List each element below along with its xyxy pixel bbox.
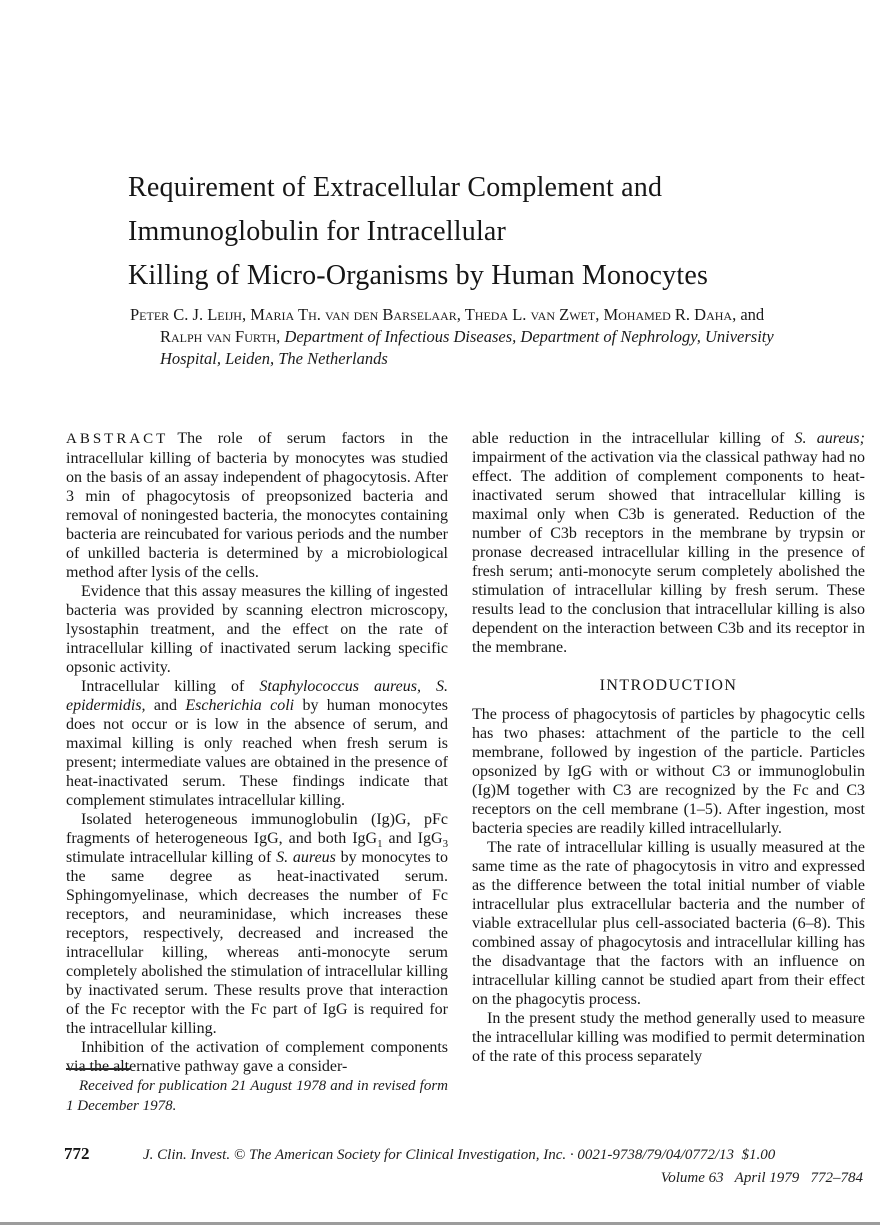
page-scan-edge xyxy=(0,1222,880,1225)
volume-issue-line: Volume 63 April 1979 772–784 xyxy=(660,1170,863,1186)
article-title xyxy=(128,166,708,298)
received-footnote-text: Received for publication 21 August 1978 and in revised form 1 December 1978. xyxy=(66,1078,448,1114)
abstract-paragraph-3: Intracellular killing of Staphylococcus aureus, S. epidermidis, and Escherichia coli by human monocytes does not occur or is low in the absence of serum, and maximal killing is only reached when fresh serum is present; intermediate values are obtained in the presence of heat-inactivated serum. These findings indicate that complement stimulates intracellular killing. xyxy=(66,678,449,809)
page-number: 772 xyxy=(64,1144,90,1163)
abstract-paragraph-1-text: The role of serum factors in the intracellular killing of bacteria by monocytes was studied on the basis of an assay independent of phagocytosis. After 3 min of phagocytosis of preopsonized bacteria and removal of noningested bacteria, the monocytes containing bacteria are reincubated for various periods and the number of unkilled bacteria is determined by a microbiological method after lysis of the cells. xyxy=(66,430,448,581)
right-column xyxy=(472,429,865,1066)
received-footnote xyxy=(66,1068,448,1116)
introduction-paragraph-1: The process of phagocytosis of particles by phagocytic cells has two phases: attachment of the particle to the cell membrane, followed by ingestion of the particle. Particles opsonized by IgG with or without C3 or immunoglobulin (Ig)M together with C3 are recognized by the Fc and C3 receptors on the cell membrane (1–5). After ingestion, most bacteria species are readily killed intracellularly. xyxy=(472,706,865,837)
author-affiliation-block: Peter C. J. Leijh, Maria Th. van den Barselaar, Theda L. van Zwet, Mohamed R. Daha, and Ralph van Furth, Department of Infectious Diseases, Department of Nephrology, University Hospital, Leiden, The Netherlands xyxy=(130,305,774,368)
introduction-paragraph-2: The rate of intracellular killing is usually measured at the same time as the rate of phagocytosis in vitro and expressed as the difference between the total initial number of viable intracellular plus extracellular bacteria and the number of viable extracellular plus cell-associated bacteria (6–8). This combined assay of phagocytosis and intracellular killing has the disadvantage that the factors with an influence on intracellular killing cannot be studied apart from their effect on the phagocytis process. xyxy=(472,839,865,1008)
footnote-rule xyxy=(66,1068,130,1070)
abstract-paragraph-2: Evidence that this assay measures the killing of ingested bacteria was provided by scanning electron microscopy, lysostaphin treatment, and the effect on the rate of intracellular killing of inactivated serum lacking specific opsonic activity. xyxy=(66,583,448,676)
introduction-paragraph-3: In the present study the method generally used to measure the intracellular killing was modified to permit determination of the rate of this process separately xyxy=(472,1010,865,1065)
abstract-paragraph-1 xyxy=(66,429,448,582)
left-column xyxy=(66,429,448,1076)
introduction-heading: INTRODUCTION xyxy=(599,677,738,694)
article-title-line-2: Immunoglobulin for Intracellular xyxy=(128,216,507,247)
abstract-continuation-paragraph: able reduction in the intracellular killing of S. aureus; impairment of the activation via the classical pathway had no effect. The addition of complement components to heat-inactivated serum showed that intracellular killing is maximal only when C3b is generated. Reduction of the number of C3b receptors in the membrane by trypsin or pronase decreased intracellular killing in the presence of fresh serum; anti-monocyte serum completely abolished the stimulation of intracellular killing by fresh serum. These results lead to the conclusion that intracellular killing is also dependent on the interaction between C3b and its receptor in the membrane. xyxy=(472,430,865,656)
article-title-line-3: Killing of Micro-Organisms by Human Monocytes xyxy=(128,260,709,291)
journal-citation-line: J. Clin. Invest. © The American Society for Clinical Investigation, Inc. · 0021-9738/79/04/0772/13 $1.00 xyxy=(143,1147,776,1163)
article-title-line-1: Requirement of Extracellular Complement and xyxy=(128,172,663,203)
abstract-paragraph-5: Inhibition of the activation of complement components via the alternative pathway gave a consider- xyxy=(66,1039,448,1075)
abstract-label: ABSTRACT xyxy=(66,431,169,447)
abstract-paragraph-4: Isolated heterogeneous immunoglobulin (Ig)G, pFc fragments of heterogeneous IgG, and both IgG$_1$ and IgG$_3$ stimulate intracellular killing of S. aureus by monocytes to the same degree as heat-inactivated serum. Sphingomyelinase, which decreases the number of Fc receptors, and neuraminidase, which increases these receptors, respectively, decreased and increased the intracellular killing, whereas anti-monocyte serum completely abolished the stimulation of intracellular killing by inactivated serum. These results prove that interaction of the Fc receptor with the Fc part of IgG is required for the intracellular killing. xyxy=(66,811,448,1037)
